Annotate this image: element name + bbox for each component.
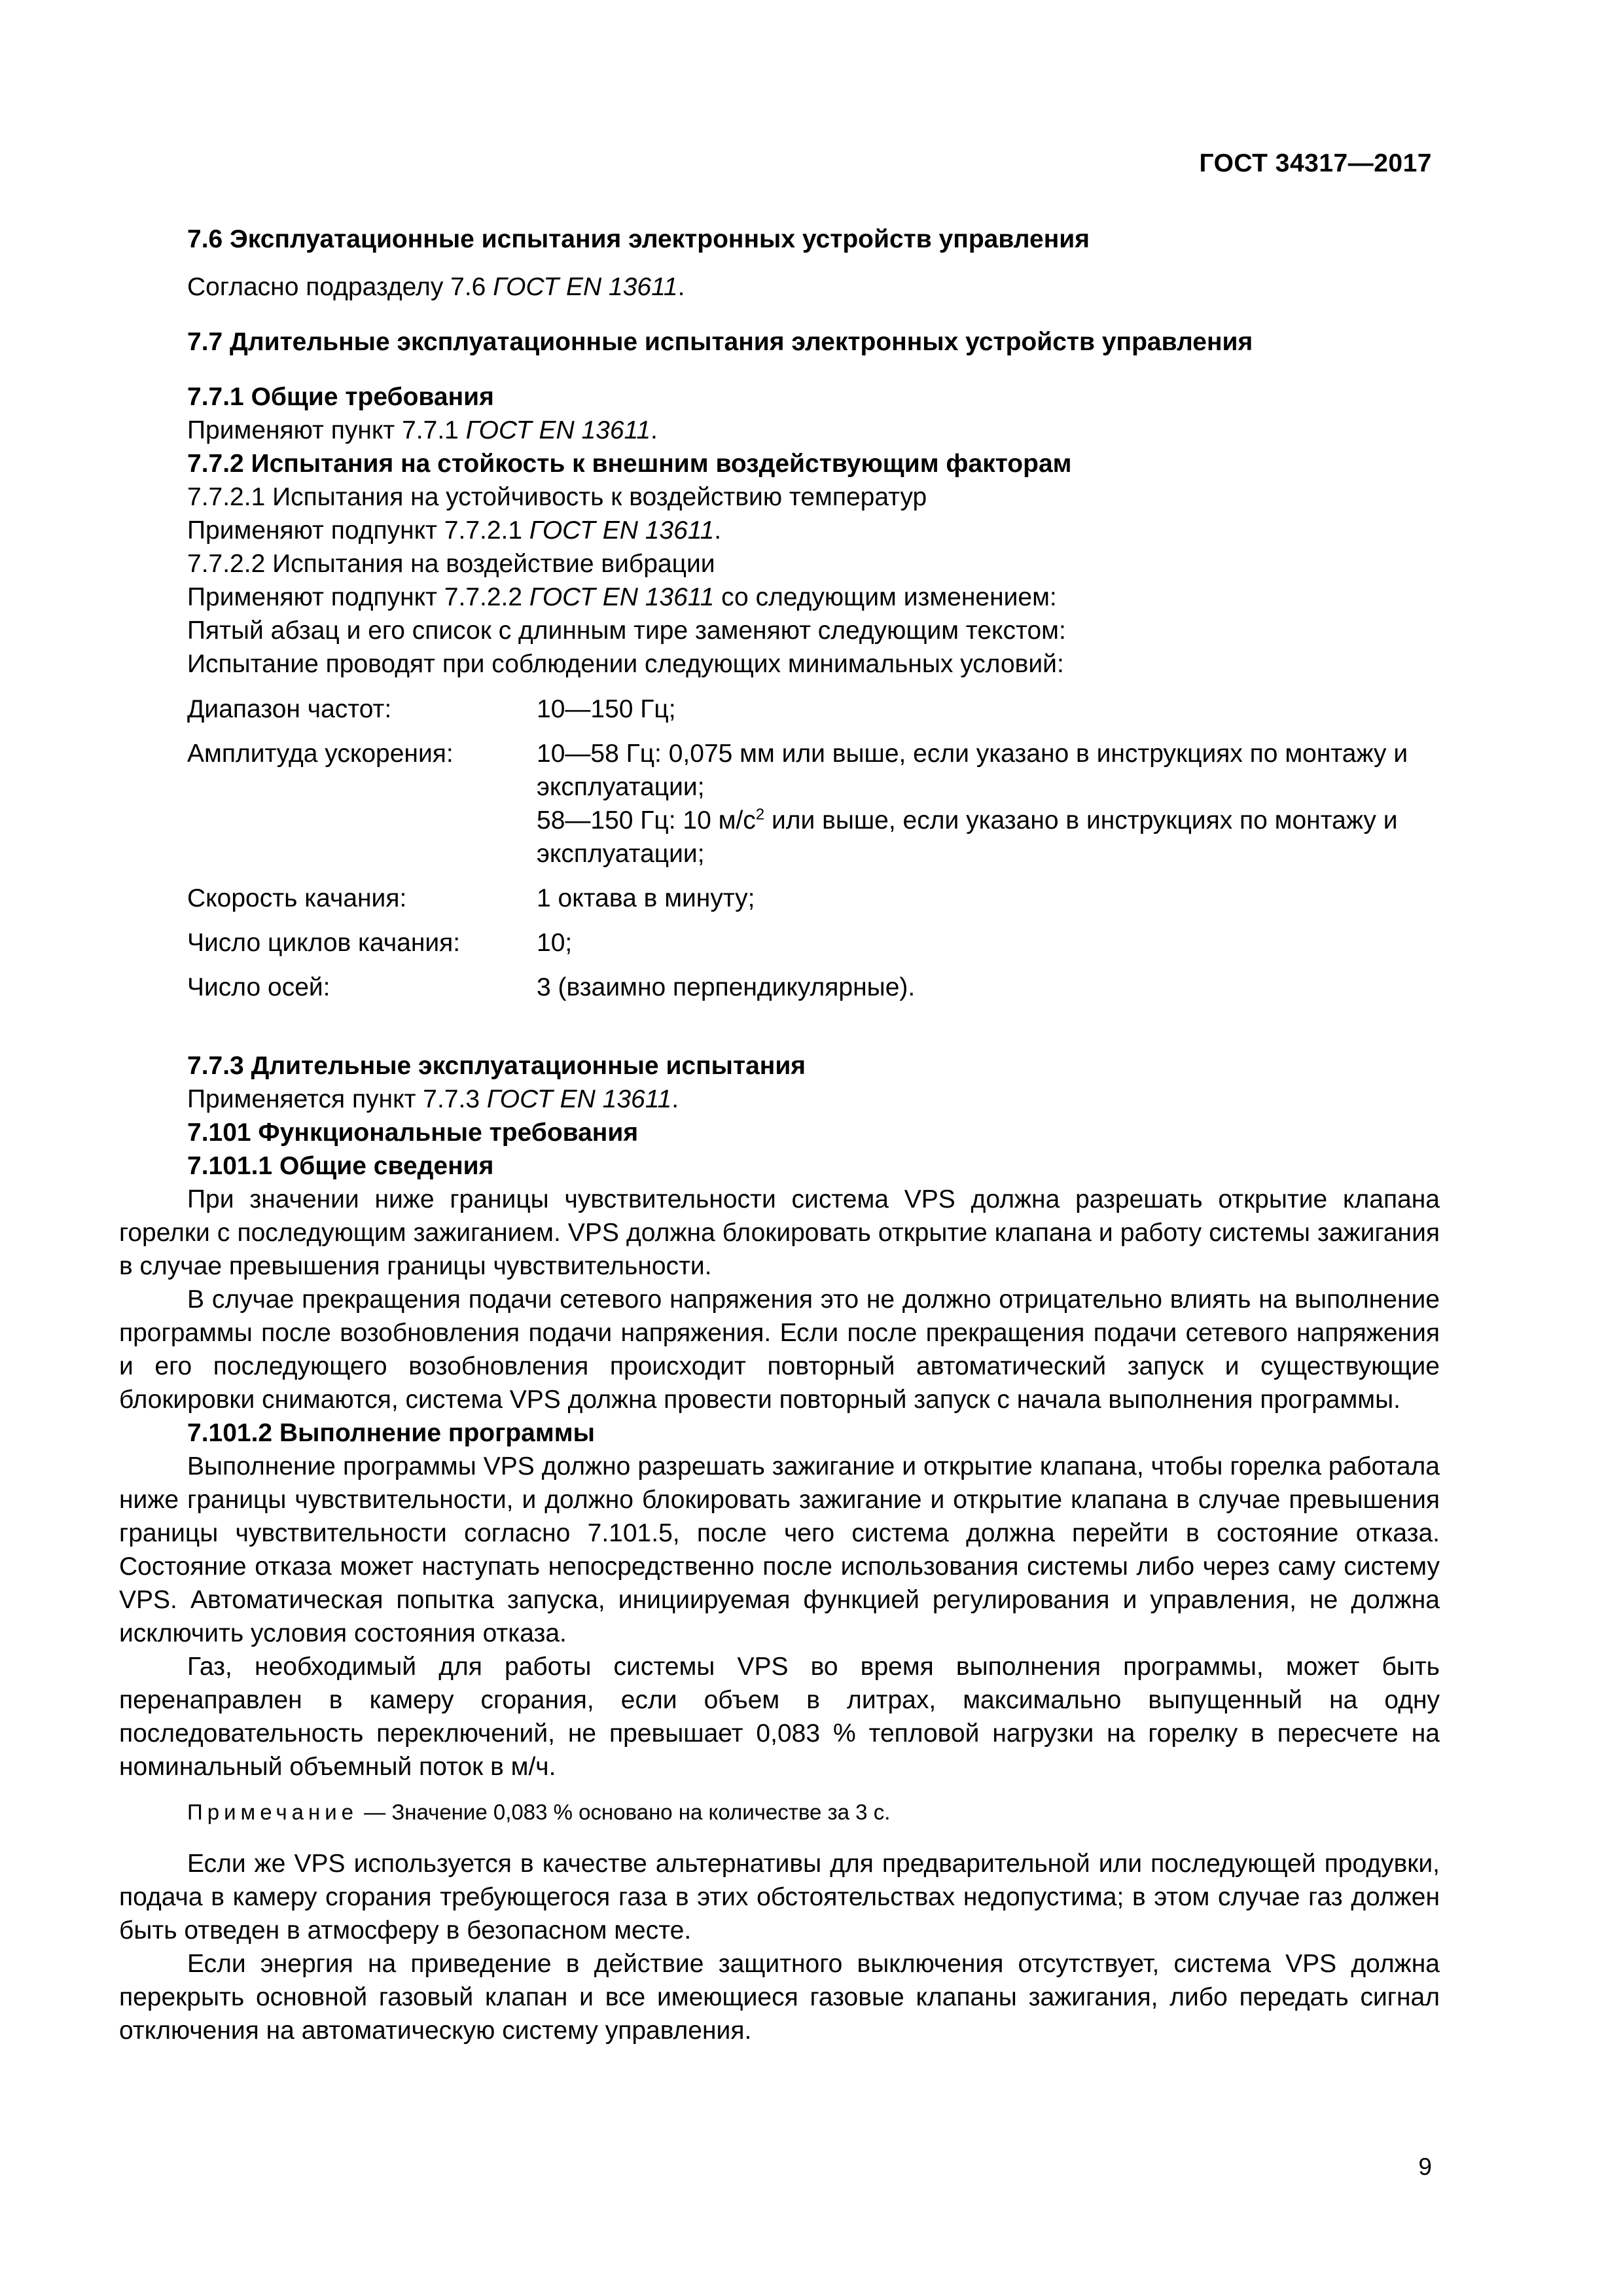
section-7-7-3-text: Применяется пункт 7.7.3 ГОСТ EN 13611. — [187, 1085, 679, 1113]
condition-value: 3 (взаимно перпендикулярные). — [537, 973, 916, 1001]
section-7-7-3-title: 7.7.3 Длительные эксплуатационные испытания — [187, 1052, 806, 1080]
condition-value: 10; — [537, 929, 573, 957]
standard-reference: ГОСТ EN 13611 — [493, 273, 678, 301]
paragraph: Если энергия на приведение в действие защитного выключения отсутствует, система VPS должна перекрыть основной газовый клапан и все имеющиеся газовые клапаны зажигания, либо передать сигнал отключения на автоматическую систему управления. — [119, 1950, 1440, 2045]
condition-row — [187, 737, 1440, 870]
condition-row — [187, 926, 1440, 960]
note — [119, 1795, 1440, 1829]
paragraph: Если же VPS используется в качестве альтернативы для предварительной или последующей продувки, подача в камеру сгорания требующегося газа в этих обстоятельствах недопустима; в этом случае газ должен быть отведен в атмосферу в безопасном месте. — [119, 1850, 1440, 1945]
section-7-101-title: 7.101 Функциональные требования — [187, 1119, 639, 1147]
section-7-7-title: 7.7 Длительные эксплуатационные испытания электронных устройств управления — [187, 328, 1253, 356]
condition-value: 10—58 Гц: 0,075 мм или выше, если указано в инструкциях по монтажу и эксплуатации; 58—150 Гц: 10 $м/с^2$ или выше, если указано в инструкциях по монтажу и эксплуатации; — [537, 740, 1408, 868]
section-7-7-2-2-title: 7.7.2.2 Испытания на воздействие вибрации — [187, 550, 715, 578]
paragraph: В случае прекращения подачи сетевого напряжения это не должно отрицательно влиять на выполнение программы после возобновления подачи напряжения. Если после прекращения подачи сетевого напряжения и его последующего возобновления происходит повторный автоматический запуск и существующие блокировки снимаются, система VPS должна провести повторный запуск с начала выполнения программы. — [119, 1285, 1440, 1414]
condition-row — [187, 971, 1440, 1004]
condition-label: Диапазон частот: — [187, 695, 392, 723]
standard-reference: ГОСТ EN 13611 — [486, 1085, 672, 1113]
condition-label: Амплитуда ускорения: — [187, 740, 454, 768]
test-conditions-table — [187, 692, 1440, 1004]
condition-label: Число осей: — [187, 973, 330, 1001]
section-7-7-1-title: 7.7.1 Общие требования — [187, 383, 494, 411]
conditions-intro: Испытание проводят при соблюдении следующих минимальных условий: — [187, 650, 1064, 678]
section-7-6-title: 7.6 Эксплуатационные испытания электронных устройств управления — [187, 225, 1090, 253]
section-7-101-2-title: 7.101.2 Выполнение программы — [187, 1419, 595, 1447]
standard-reference: ГОСТ EN 13611 — [529, 516, 715, 545]
section-7-101-1-title: 7.101.1 Общие сведения — [187, 1152, 494, 1180]
standard-reference: ГОСТ EN 13611 — [529, 583, 715, 611]
document-header: ГОСТ 34317—2017 — [1199, 149, 1432, 177]
section-7-7-2-title: 7.7.2 Испытания на стойкость к внешним воздействующим факторам — [187, 450, 1072, 478]
standard-reference: ГОСТ EN 13611 — [465, 416, 651, 444]
section-7-7-2-1-text: Применяют подпункт 7.7.2.1 ГОСТ EN 13611. — [187, 516, 722, 545]
note-text: — Значение 0,083 % основано на количестве за 3 с. — [358, 1800, 891, 1824]
note-label: Примечание — [187, 1800, 359, 1824]
paragraph: Газ, необходимый для работы системы VPS во время выполнения программы, может быть перенаправлен в камеру сгорания, если объем в литрах, максимально выпущенный на одну последовательность переключений, не превышает 0,083 % тепловой нагрузки на горелку в пересчете на номинальный объемный поток в м/ч. — [119, 1653, 1440, 1781]
section-7-7-2-2-text: Применяют подпункт 7.7.2.2 ГОСТ EN 13611 со следующим изменением: — [187, 583, 1057, 611]
condition-value: 1 октава в минуту; — [537, 884, 755, 912]
condition-label: Число циклов качания: — [187, 929, 461, 957]
replacement-note: Пятый абзац и его список с длинным тире заменяют следующим текстом: — [187, 617, 1066, 645]
paragraph: При значении ниже границы чувствительности система VPS должна разрешать открытие клапана горелки с последующим зажиганием. VPS должна блокировать открытие клапана и работу системы зажигания в случае превышения границы чувствительности. — [119, 1185, 1440, 1280]
document-body — [119, 223, 1440, 2047]
section-7-7-2-1-title: 7.7.2.1 Испытания на устойчивость к воздействию температур — [187, 483, 927, 511]
section-7-6-text: Согласно подразделу 7.6 ГОСТ EN 13611. — [187, 273, 685, 301]
section-7-7-1-text: Применяют пункт 7.7.1 ГОСТ EN 13611. — [187, 416, 658, 444]
condition-row — [187, 882, 1440, 915]
condition-row — [187, 692, 1440, 726]
page-number: 9 — [1418, 2153, 1432, 2180]
condition-value: 10—150 Гц; — [537, 695, 676, 723]
condition-label: Скорость качания: — [187, 884, 407, 912]
paragraph: Выполнение программы VPS должно разрешать зажигание и открытие клапана, чтобы горелка работала ниже границы чувствительности, и должно блокировать зажигание и открытие клапана в случае превышения границы чувствительности согласно 7.101.5, после чего система должна перейти в состояние отказа. Состояние отказа может наступать непосредственно после использования системы либо через саму систему VPS. Автоматическая попытка запуска, инициируемая функцией регулирования и управления, не должна исключить условия состояния отказа. — [119, 1452, 1440, 1647]
